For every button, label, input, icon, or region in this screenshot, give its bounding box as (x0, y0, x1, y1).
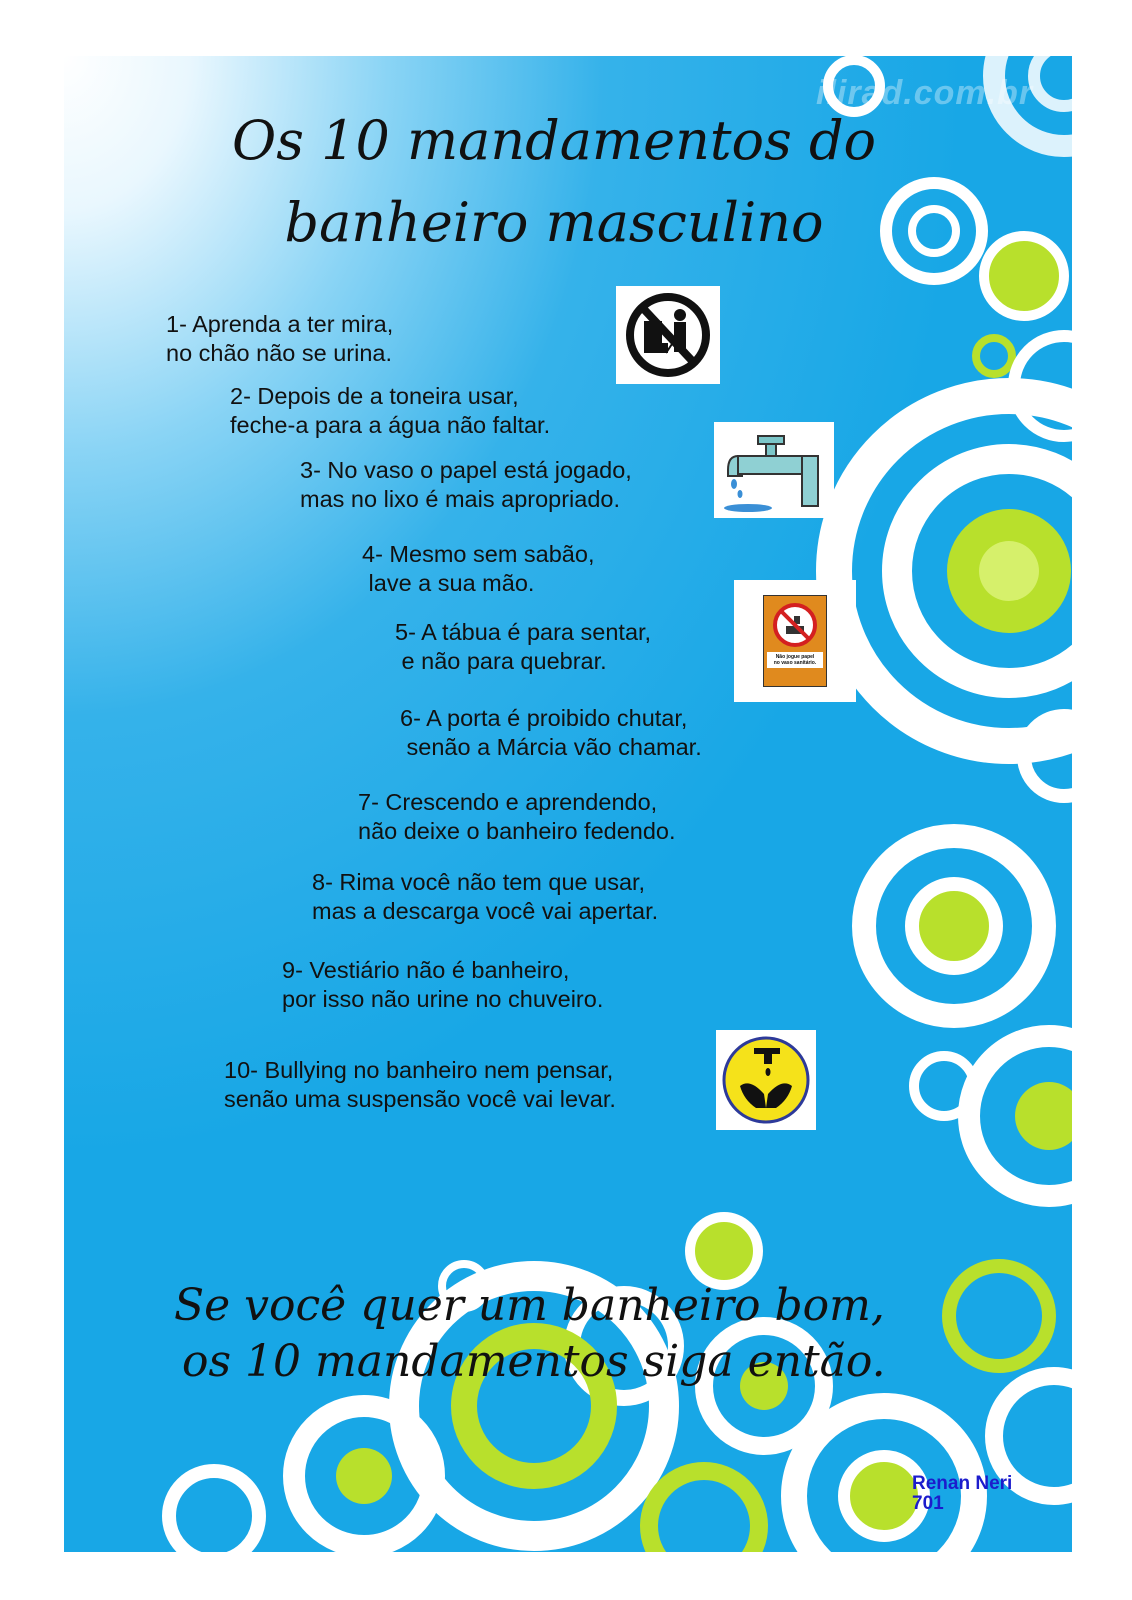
commandment-4: 4- Mesmo sem sabão, lave a sua mão. (362, 541, 595, 596)
closing-verse: Se você quer um banheiro bom, os 10 mandamentos siga então. (174, 1280, 886, 1387)
commandment-5: 5- A tábua é para sentar, e não para quebrar. (395, 619, 652, 674)
commandment-6: 6- A porta é proibido chutar, senão a Márcia vão chamar. (400, 705, 702, 760)
author-name: Renan Neri (912, 1473, 1013, 1494)
watermark: ilirad.com.br (816, 74, 1034, 112)
poster (64, 56, 1072, 1552)
commandment-10: 10- Bullying no banheiro nem pensar, senão uma suspensão você vai levar. (224, 1057, 616, 1112)
commandment-9: 9- Vestiário não é banheiro, por isso não urine no chuveiro. (282, 957, 604, 1012)
paper-sign-caption: Não jogue papel no vaso sanitário. (767, 652, 823, 668)
no-urinating-sign-icon (616, 286, 720, 384)
dripping-faucet-icon (714, 422, 834, 518)
commandment-3: 3- No vaso o papel está jogado, mas no lixo é mais apropriado. (300, 457, 632, 512)
paper-sign-plate (763, 595, 827, 687)
no-paper-in-toilet-sign-icon (734, 580, 856, 702)
author-credit (912, 1474, 1012, 1514)
commandment-2: 2- Depois de a toneira usar, feche-a para a água não faltar. (230, 383, 551, 438)
commandment-1: 1- Aprenda a ter mira, no chão não se urina. (166, 311, 394, 366)
author-class: 701 (912, 1493, 944, 1514)
poster-title: Os 10 mandamentos do banheiro masculino (231, 109, 877, 254)
wash-hands-sign-icon (716, 1030, 816, 1130)
commandment-8: 8- Rima você não tem que usar, mas a descarga você vai apertar. (312, 869, 659, 924)
commandment-7: 7- Crescendo e aprendendo, não deixe o banheiro fedendo. (358, 789, 676, 844)
